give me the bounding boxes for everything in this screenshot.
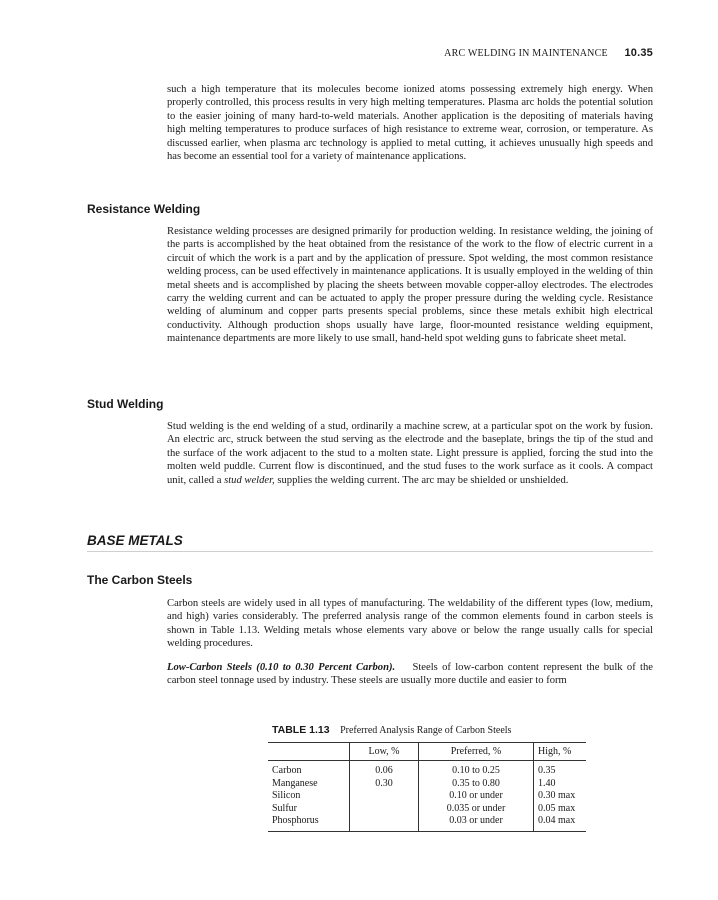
running-header: [0, 47, 653, 59]
stud-welder-term: stud welder,: [224, 474, 275, 486]
running-title: ARC WELDING IN MAINTENANCE: [444, 48, 608, 59]
high-cell: 0.30 max: [534, 790, 587, 803]
preferred-cell: 0.10 or under: [419, 790, 534, 803]
table-title: Preferred Analysis Range of Carbon Steels: [340, 725, 512, 736]
resistance-paragraph: Resistance welding processes are designed primarily for production welding. In resistance welding, the joining of the parts is accomplished by the heat obtained from the resistance of the work to the flow of electric current in a circuit of which the work is a part and by the application of pressure. Spot welding, the most common resistance welding process, can be used effectively in maintenance applications. It is usually employed in the welding of thin metal sheets and is accomplished by placing the sheets between movable copper-alloy electrodes. The electrodes carry the welding current and can be actuated to apply the proper pressure during the welding cycle. Resistance welding of aluminum and copper parts presents special problems, since these metals exhibit high electrical conductivity. Although production shops usually have large, floor-mounted resistance welding equipment, maintenance departments are more likely to use small, hand-held spot welding guns to fabricate sheet metal.: [167, 226, 653, 345]
low-cell: [350, 815, 419, 831]
table-row: [268, 761, 586, 778]
low-cell: [350, 803, 419, 816]
stud-text-1: Stud welding is the end welding of a stud, ordinarily a machine screw, at a particular spot on the work by fusion. An electric arc, struck between the stud serving as the electrode and the baseplate, brings the tip of the stud and the surface of the work adjacent to the stud to a molten state. Light pressure is applied, forcing the stud into the molten weld puddle. Current flow is discontinued, and the stud fuses to the work surface as it cools. A compact unit, called a: [167, 421, 653, 486]
high-cell: 0.04 max: [534, 815, 587, 831]
low-carbon-paragraph: [167, 661, 653, 688]
element-cell: Carbon: [272, 765, 302, 776]
column-header: [268, 743, 350, 761]
element-cell: Phosphorus: [268, 815, 350, 831]
table-row: [268, 790, 586, 803]
element-cell: Silicon: [272, 790, 301, 802]
carbon-steels-heading: The Carbon Steels: [87, 573, 193, 587]
carbon-steels-table: [268, 742, 586, 832]
intro-block: [167, 83, 653, 163]
column-header-high: High, %: [534, 743, 587, 761]
table-label: TABLE 1.13: [272, 724, 330, 736]
low-cell: 0.06: [350, 761, 419, 778]
low-carbon-text: Steels of low-carbon content represent the bulk of the carbon steel tonnage used by industry. These steels are usually more ductile and easier to form: [167, 661, 653, 687]
stud-block: [167, 420, 653, 487]
base-metals-heading: BASE METALS: [87, 533, 653, 552]
intro-paragraph: such a high temperature that its molecules become ionized atoms possessing extremely high energy. When properly controlled, this process results in very high melting temperatures. Plasma arc holds the potential solution to the easier joining of many hard-to-weld materials. Another application is the depositing of materials having high melting temperatures to produce surfaces of high resistance to extreme wear, corrosion, or temperature. As discussed earlier, when plasma arc technology is applied to metal cutting, it achieves unusually high speeds and has become an essential tool for a variety of maintenance applications.: [167, 84, 653, 163]
stud-paragraph: [167, 420, 653, 487]
table-row: [268, 815, 586, 831]
table-row: [268, 803, 586, 816]
table-row: [268, 778, 586, 791]
table-caption: [272, 724, 511, 736]
page-number: 10.35: [624, 47, 653, 59]
resistance-block: [167, 225, 653, 346]
preferred-cell: 0.03 or under: [419, 815, 534, 831]
preferred-cell: 0.035 or under: [419, 803, 534, 816]
low-carbon-runin: Low-Carbon Steels (0.10 to 0.30 Percent Carbon).: [167, 661, 396, 673]
element-cell: Manganese: [272, 777, 318, 789]
preferred-cell: 0.10 to 0.25: [419, 761, 534, 778]
low-cell: 0.30: [350, 778, 419, 791]
carbon-block: [167, 597, 653, 687]
column-header-preferred: Preferred, %: [419, 743, 534, 761]
resistance-welding-heading: Resistance Welding: [87, 202, 201, 216]
high-cell: 0.35: [534, 761, 587, 778]
table-header-row: [268, 743, 586, 761]
high-cell: 1.40: [534, 778, 587, 791]
carbon-paragraph: Carbon steels are widely used in all types of manufacturing. The weldability of the different types (low, medium, and high) varies considerably. The preferred analysis range of the common elements found in carbon steels is shown in Table 1.13. Welding metals whose elements vary above or below the range usually calls for special welding procedures.: [167, 598, 653, 650]
preferred-cell: 0.35 to 0.80: [419, 778, 534, 791]
high-cell: 0.05 max: [534, 803, 587, 816]
column-header-low: Low, %: [350, 743, 419, 761]
stud-welding-heading: Stud Welding: [87, 397, 164, 411]
stud-text-2: supplies the welding current. The arc may be shielded or unshielded.: [274, 474, 569, 486]
element-cell: Sulfur: [272, 802, 297, 814]
low-cell: [350, 790, 419, 803]
